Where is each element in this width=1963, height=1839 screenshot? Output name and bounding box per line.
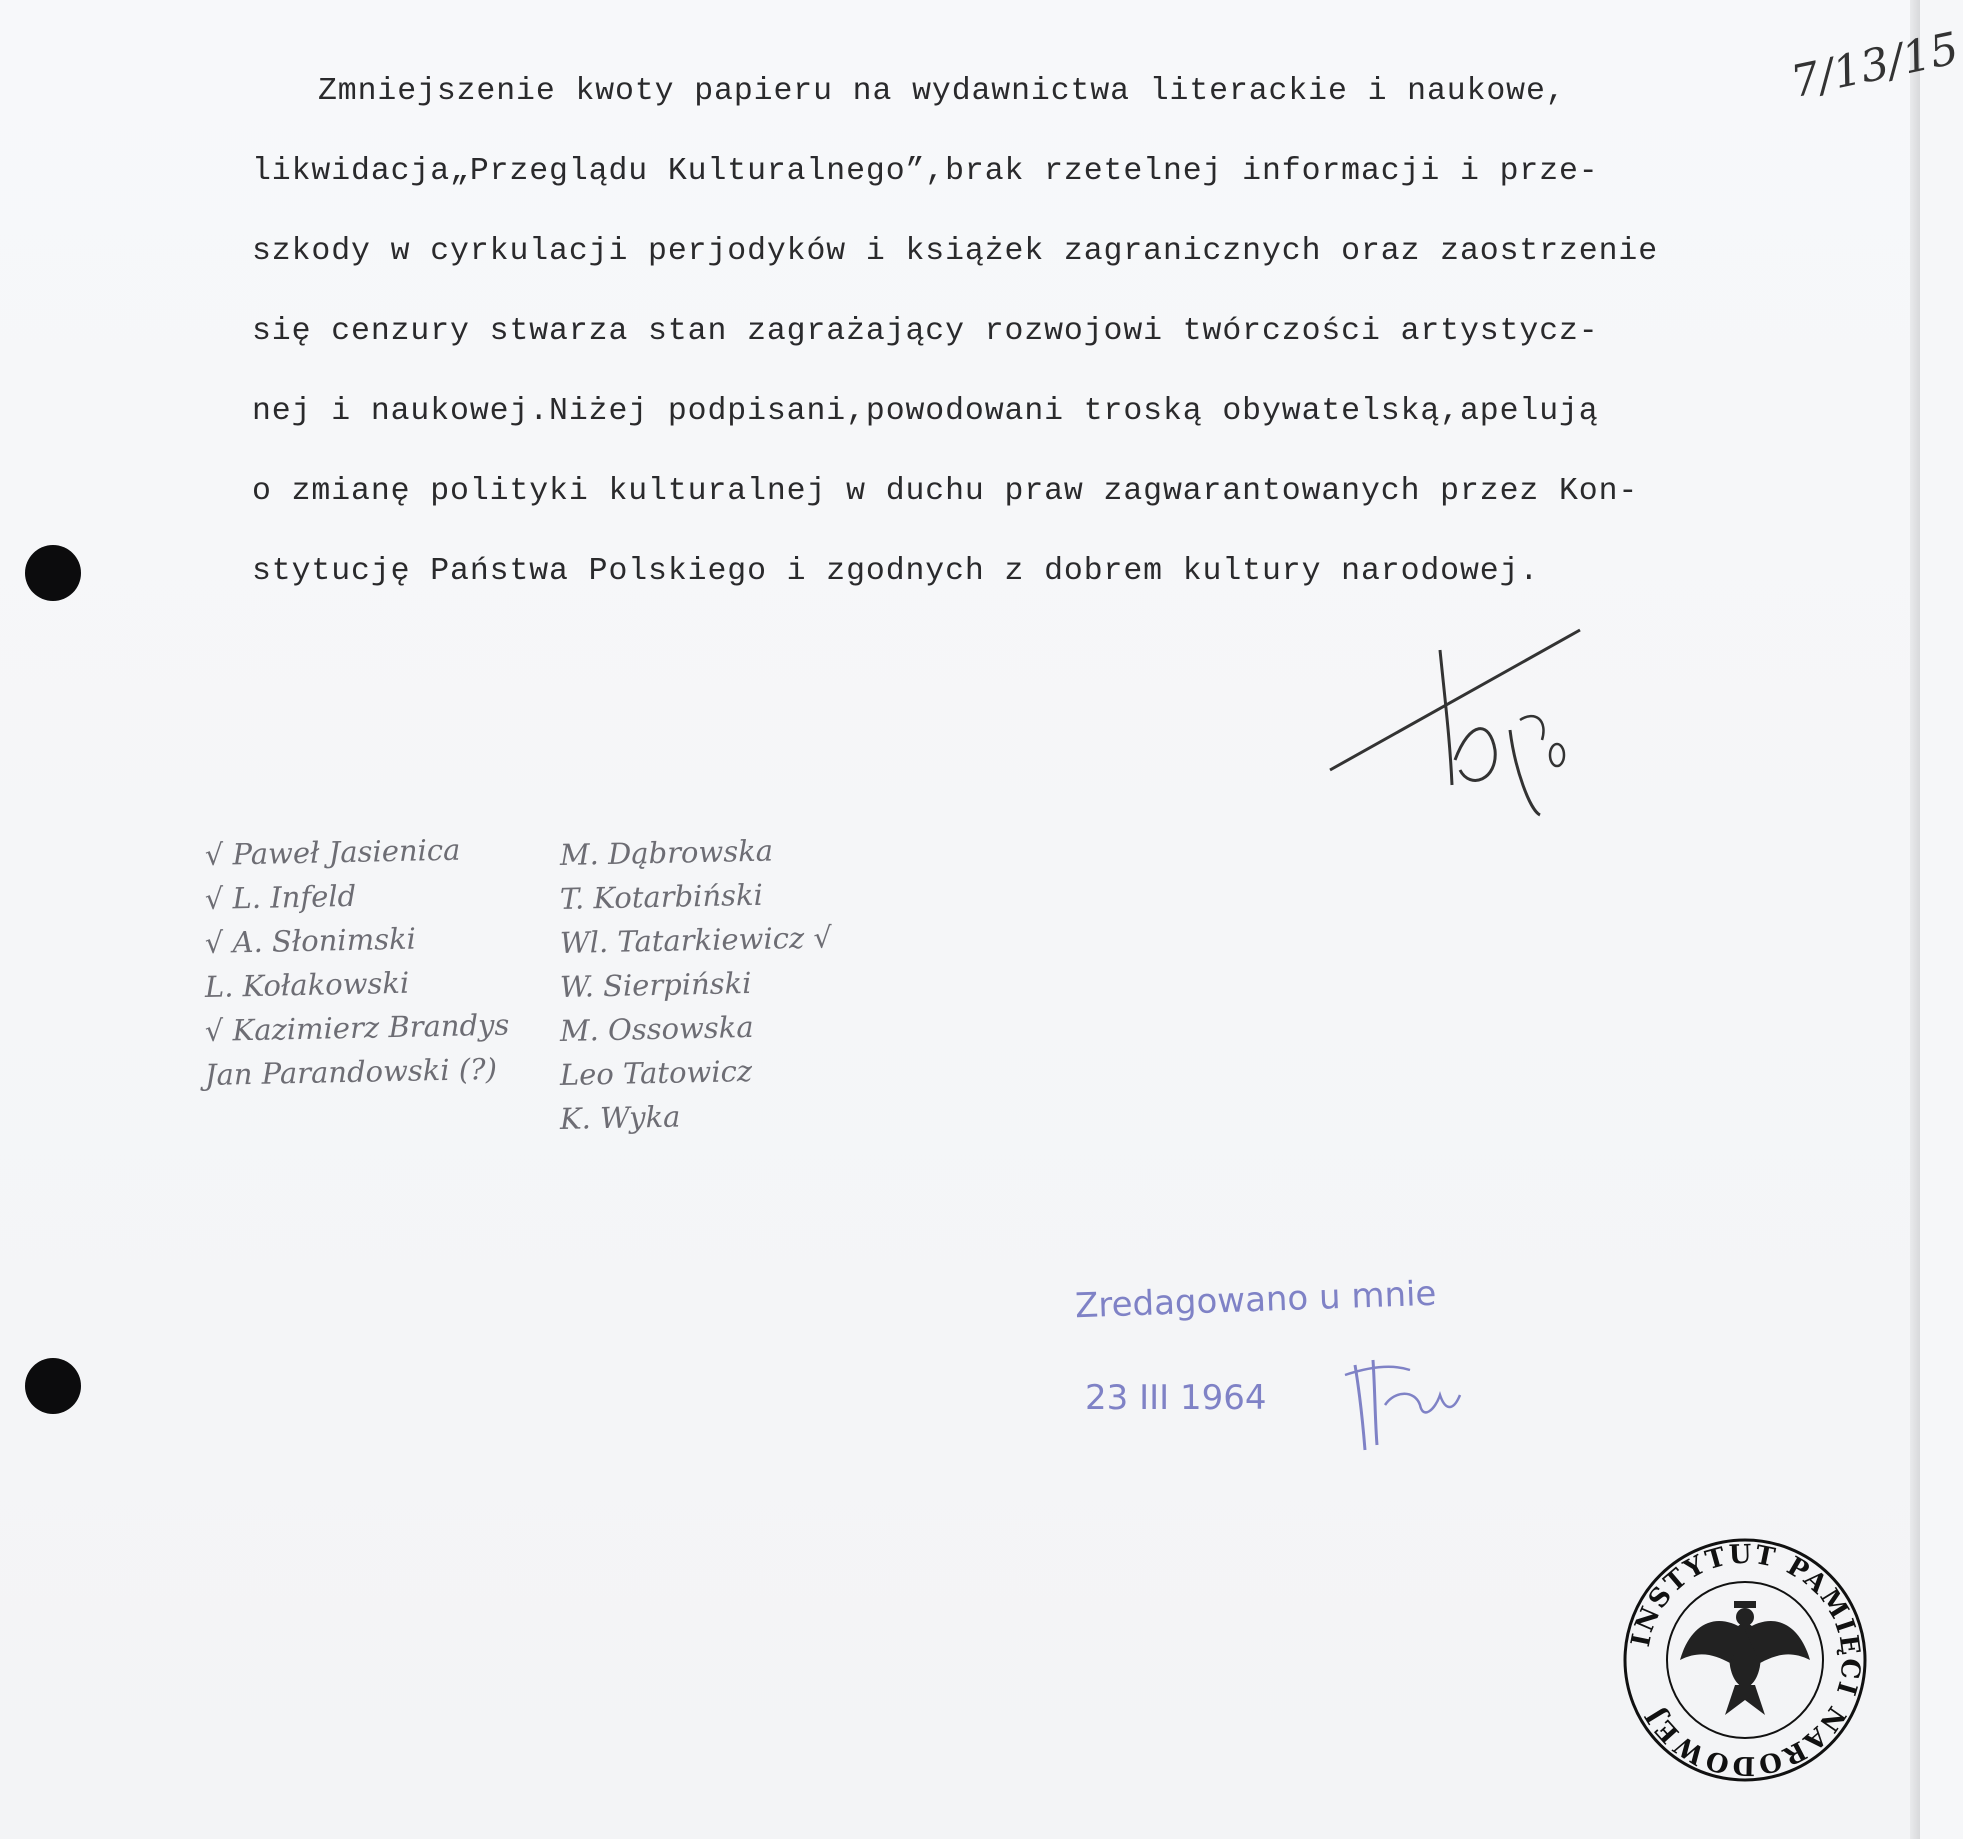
typed-line: o zmianę polityki kulturalnej w duchu praw zagwarantowanych przez Kon- [252, 474, 1639, 509]
stamp-text: INSTYTUT PAMIĘCI NARODOWEJ [1625, 1539, 1866, 1781]
signatories-column-right [559, 833, 880, 1146]
typed-line: nej i naukowej.Niżej podpisani,powodowani troską obywatelską,apelują [252, 394, 1599, 429]
note-edited-by: Zredagowano u mnie [1074, 1273, 1438, 1327]
signatory: M. Dąbrowska [559, 833, 774, 872]
signatory: √ Kazimierz Brandys [204, 1007, 510, 1048]
signatories-column-left [204, 832, 545, 1102]
handwritten-signature-mark [1320, 620, 1590, 820]
signatory: W. Sierpiński [559, 965, 752, 1004]
eagle-emblem-icon [1680, 1601, 1810, 1715]
signatory: Jan Parandowski (?) [204, 1051, 498, 1092]
typed-line: likwidacja„Przeglądu Kulturalnego”,brak rzetelnej informacji i prze- [252, 154, 1599, 189]
typed-line: Zmniejszenie kwoty papieru na wydawnictwa literackie i naukowe, [318, 74, 1566, 109]
note-date: 23 III 1964 [1085, 1378, 1267, 1418]
signatory: K. Wyka [559, 1099, 681, 1136]
ipn-stamp [1620, 1535, 1870, 1785]
note-signature [1335, 1350, 1475, 1460]
signatories-list [204, 832, 865, 1168]
page-number: 7/13/15 [1786, 22, 1963, 109]
punch-hole [25, 545, 81, 601]
typed-line: stytucję Państwa Polskiego i zgodnych z dobrem kultury narodowej. [252, 554, 1540, 589]
signatory: Wl. Tatarkiewicz √ [559, 920, 833, 960]
signatory: √ Paweł Jasienica [204, 832, 461, 872]
signatory: L. Kołakowski [204, 965, 410, 1004]
signatory: T. Kotarbiński [559, 877, 764, 916]
typed-line: się cenzury stwarza stan zagrażający rozwojowi twórczości artystycz- [252, 314, 1599, 349]
signatory: √ A. Słonimski [204, 921, 417, 960]
typed-petition-text [252, 72, 1872, 632]
punch-hole [25, 1358, 81, 1414]
signatory: Leo Tatowicz [559, 1053, 753, 1092]
signatory: √ L. Infeld [204, 878, 357, 916]
signatory: M. Ossowska [559, 1009, 754, 1048]
page-edge-shadow [1910, 0, 1920, 1839]
typed-line: szkody w cyrkulacji perjodyków i książek zagranicznych oraz zaostrzenie [252, 234, 1659, 269]
